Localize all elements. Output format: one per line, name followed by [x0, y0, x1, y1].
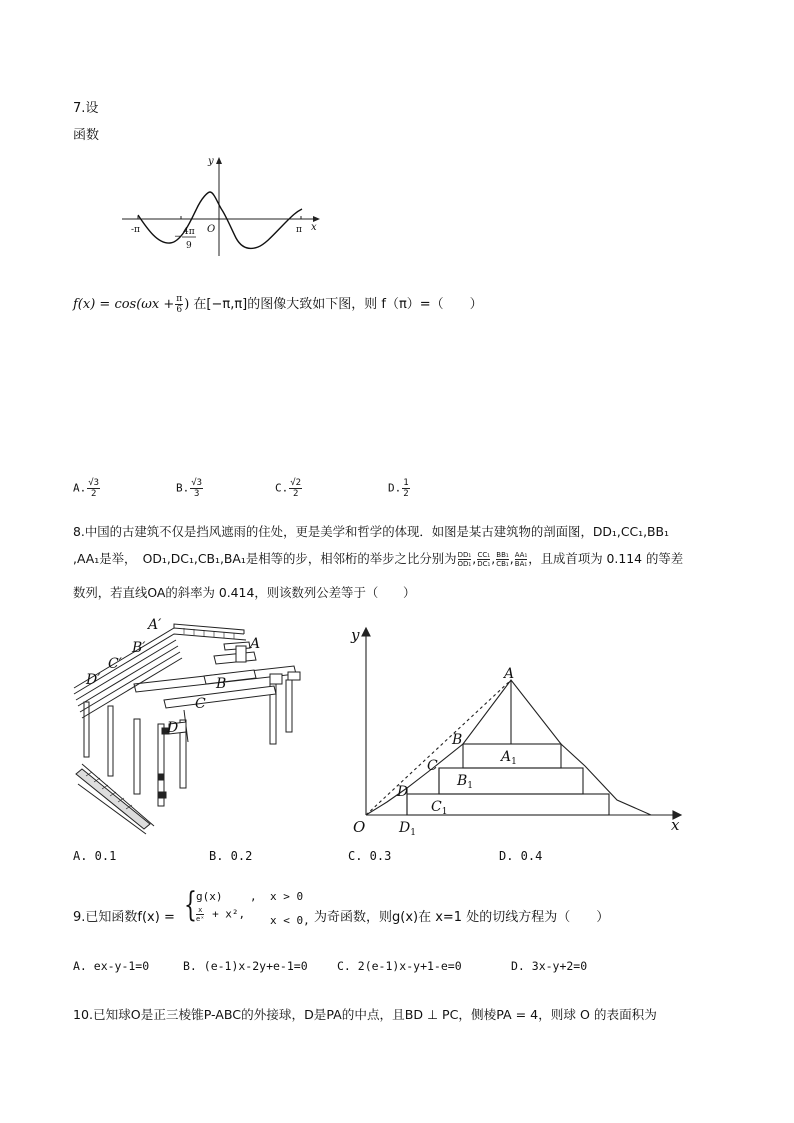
q7-origin-label: O	[207, 224, 216, 235]
q7-option-d: D. $\frac{1}{2}$	[388, 478, 409, 499]
q8-diag-A1: $A_1$	[501, 749, 517, 767]
q7-neg-pi-label: -π	[131, 225, 140, 235]
q9-case1-sep: ,	[250, 890, 257, 903]
q8-ratio-1: $\frac{\text{DD₁}}{\text{OD₁}}$	[457, 551, 472, 568]
q8-line2: ,AA₁是举， OD₁,DC₁,CB₁,BA₁是相等的步，相邻桁的举步之比分别为 $\frac{\text{DD₁}}{\text{OD₁}}$ , $\frac{\text{CC₁}}{\text{DC₁}}$ , $\frac{\text{BB₁}}{\text{CB₁}}$ , $\frac{\text{AA₁}}{\text{BA₁}}$ ，且成首项为 0.114 的等差	[73, 551, 684, 568]
q8-label-C: C	[195, 696, 206, 712]
q7-option-c: C. $\frac{√2}{2}$	[275, 478, 302, 499]
q7-line2: 函数	[73, 128, 100, 143]
q8-diag-y-label: y	[351, 626, 360, 644]
q8-line3: 数列，若直线OA的斜率为 0.414，则该数列公差等于（ ）	[73, 585, 416, 600]
q7-pi-label: π	[296, 225, 302, 235]
q7-stem	[73, 293, 483, 315]
q7-option-b: B. $\frac{√3}{3}$	[176, 478, 203, 499]
q7-mark-sign: −	[174, 232, 182, 242]
q8-label-A-prime: A′	[148, 617, 162, 633]
q7-mark-den: 9	[186, 241, 192, 251]
q8-label-C-prime: C′	[108, 656, 122, 672]
q8-label-B-prime: B′	[132, 640, 146, 656]
q7-stem-mid: 在[−π,π]的图像大致如下图，则	[193, 297, 378, 312]
q8-diag-A: A	[504, 666, 515, 682]
q8-diag-D: D	[397, 784, 409, 800]
q7-fx-right: )	[184, 297, 190, 312]
q8-diag-x-label: x	[671, 816, 680, 834]
q7-fx-left: f(x) = cos(ωx +	[73, 297, 175, 312]
q7-mark-num: 4π	[183, 227, 195, 237]
q8-diag-B1: $B_1$	[457, 773, 474, 791]
q9-suffix: 为奇函数，则g(x)在 x=1 处的切线方程为（ ）	[314, 910, 610, 925]
q8-diag-B: B	[452, 732, 463, 748]
q7-y-label: y	[208, 156, 214, 167]
q9-option-a: A. ex-y-1=0	[73, 959, 150, 973]
q8-label-D: D	[167, 720, 179, 736]
q8-option-b: B. 0.2	[209, 849, 253, 863]
q8-option-a: A. 0.1	[73, 849, 117, 863]
q7-number: 7.设	[73, 101, 99, 116]
q8-building-illustration	[74, 614, 314, 834]
q7-cosine-curve	[138, 192, 302, 248]
q9-option-b: B. (e-1)x-2y+e-1=0	[183, 959, 308, 973]
q8-diag-C1: $C_1$	[431, 799, 448, 817]
q8-diag-D1: $D_1$	[399, 820, 416, 838]
q9-prefix: 9.已知函数f(x) =	[73, 910, 175, 925]
q9-case1-expr: g(x)	[196, 890, 223, 903]
q8-diag-origin: O	[353, 818, 366, 836]
q8-ratio-2: $\frac{\text{CC₁}}{\text{DC₁}}$	[477, 551, 491, 568]
q8-section-diagram	[345, 620, 690, 840]
q7-x-label: x	[311, 222, 317, 233]
q8-ratio-3: $\frac{\text{BB₁}}{\text{CB₁}}$	[496, 551, 509, 568]
q8-ratio-4: $\frac{\text{AA₁}}{\text{BA₁}}$	[514, 551, 528, 568]
q9-case2-cond: x < 0,	[270, 914, 310, 927]
q9-case1-cond: x > 0	[270, 890, 304, 903]
q7-option-a: A. $\frac{√3}{2}$	[73, 478, 100, 499]
q8-option-c: C. 0.3	[348, 849, 392, 863]
q8-line1: 8.中国的古建筑不仅是挡风遮雨的住处，更是美学和哲学的体现．如图是某古建筑物的剖面图，DD₁,CC₁,BB₁	[73, 524, 670, 539]
q8-option-d: D. 0.4	[499, 849, 543, 863]
q7-cosine-graph	[118, 152, 328, 262]
q10-text: 10.已知球O是正三棱锥P-ABC的外接球，D是PA的中点，且BD ⊥ PC，侧棱PA = 4，则球 O 的表面积为	[73, 1007, 657, 1022]
q9-brace: {	[184, 885, 197, 925]
q7-stem-end: f（π）=（ ）	[381, 297, 483, 312]
q7-pi-over-6: $\frac{\pi}{6}$	[176, 294, 183, 315]
q9-option-c: C. 2(e-1)x-y+1-e=0	[337, 959, 462, 973]
q8-label-D-prime: D′	[86, 672, 101, 688]
q8-label-A: A	[250, 636, 261, 652]
q8-label-B: B	[216, 676, 227, 692]
q8-diag-C: C	[427, 758, 438, 774]
q9-case2-expr: $\frac{x}{\text{eˣ}}$ + x²,	[196, 906, 246, 923]
q9-option-d: D. 3x-y+2=0	[511, 959, 588, 973]
